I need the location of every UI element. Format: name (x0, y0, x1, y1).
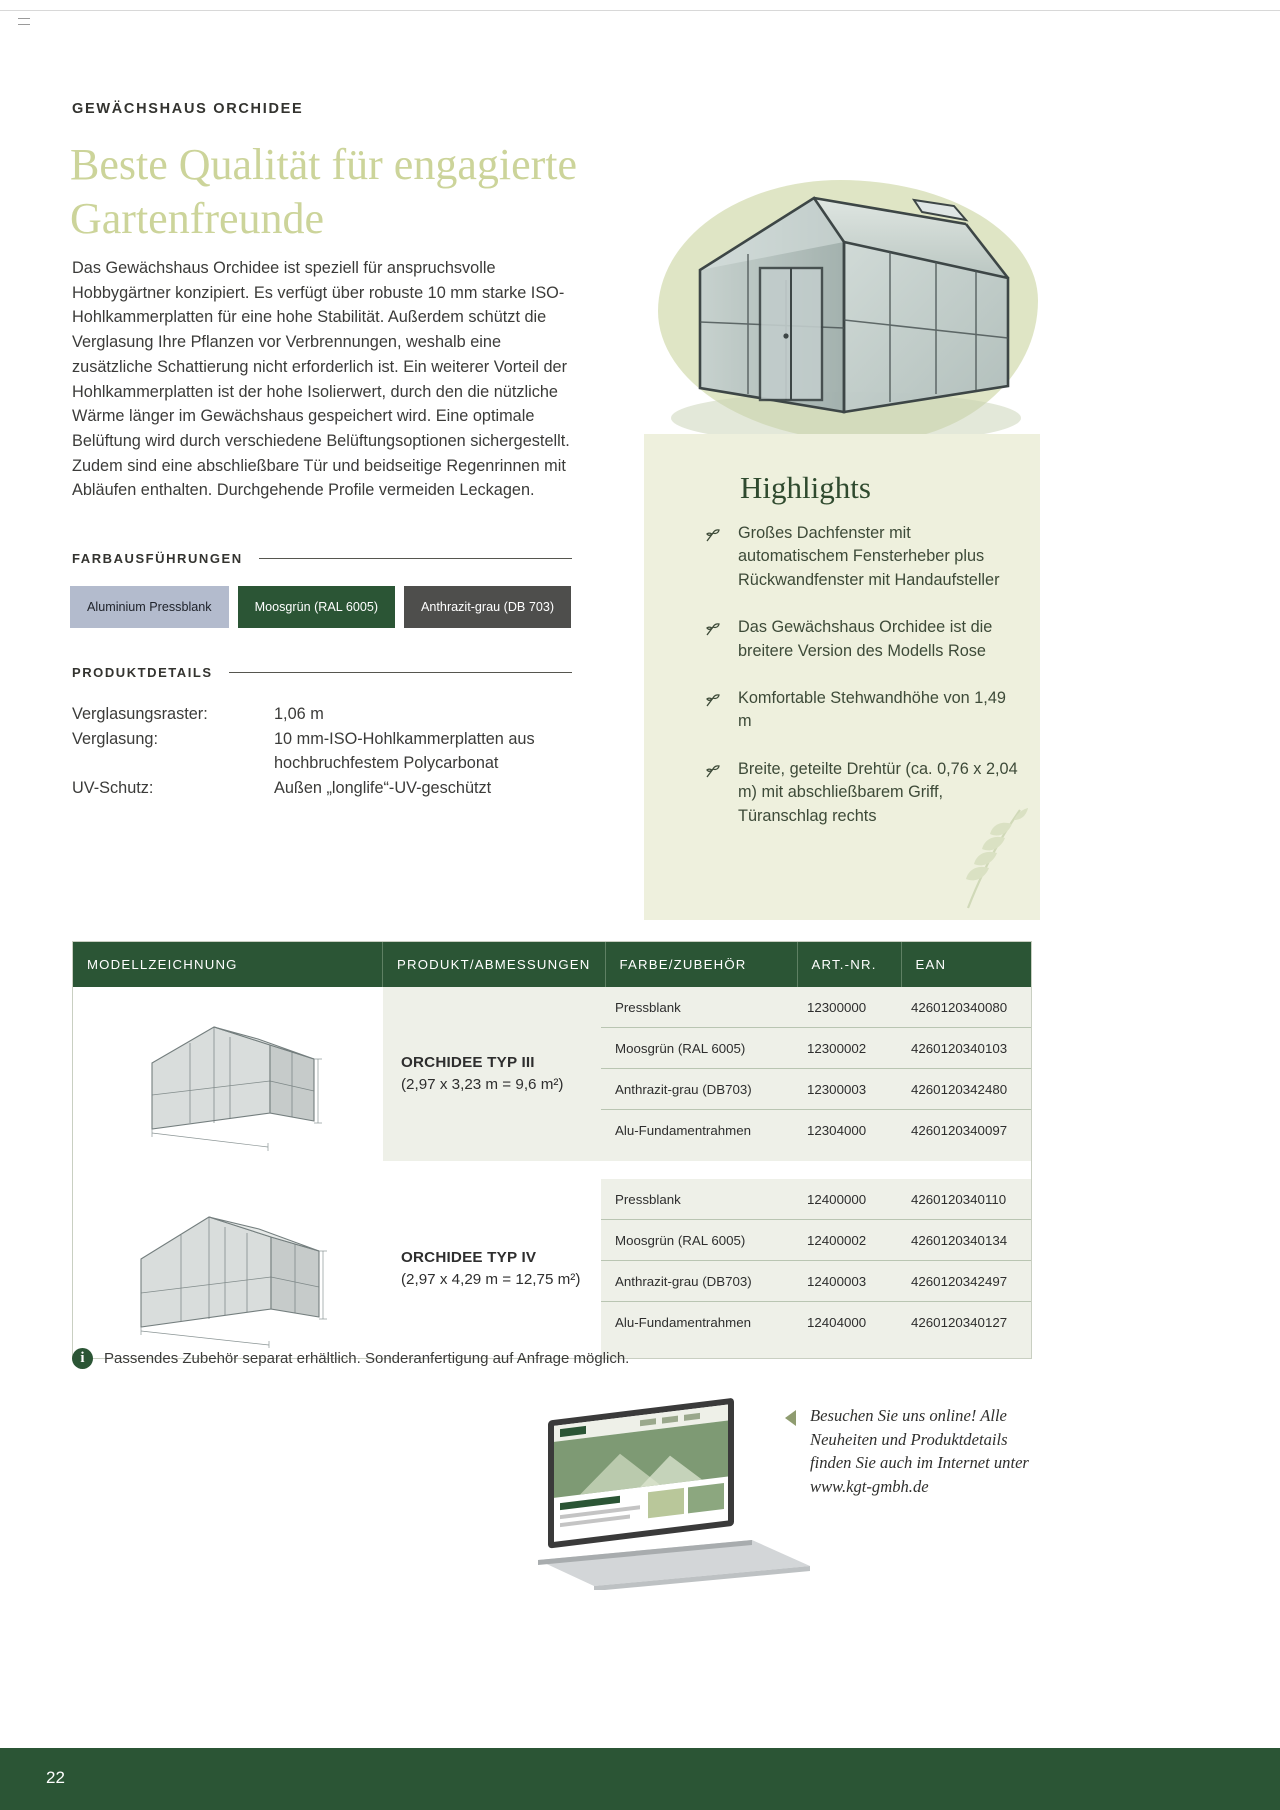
highlight-item (702, 616, 1022, 663)
cell-artnr: 12400003 (807, 1273, 867, 1289)
product-detail-key: Verglasungsraster: (72, 705, 208, 723)
greenhouse-line-drawing (118, 1001, 338, 1151)
product-name-cell-typ-iii (383, 987, 601, 1161)
highlights-panel (644, 434, 1040, 920)
table-row[interactable] (601, 1069, 1031, 1110)
cell-artnr: 12300002 (807, 1040, 867, 1056)
color-swatch-aluminium[interactable] (70, 586, 229, 628)
color-swatch-list (70, 586, 571, 628)
greenhouse-photo-illustration (636, 150, 1040, 470)
product-detail-row (72, 702, 592, 727)
table-row[interactable] (601, 987, 1031, 1028)
cell-farbe: Anthrazit-grau (DB703) (615, 1081, 752, 1097)
product-name: ORCHIDEE TYP III (401, 1054, 535, 1071)
table-row[interactable] (601, 1028, 1031, 1069)
product-detail-key: UV-Schutz: (72, 778, 154, 797)
info-icon: i (72, 1348, 93, 1369)
cell-farbe: Alu-Fundamentrahmen (615, 1123, 751, 1138)
highlight-text: Das Gewächshaus Orchidee ist die breitere Version des Modells Rose (738, 618, 993, 660)
cell-artnr: 12400000 (807, 1191, 867, 1207)
product-table (72, 941, 1032, 1359)
highlight-text: Großes Dachfenster mit automatischem Fensterheber plus Rückwandfenster mit Handaufsteller (738, 524, 1000, 589)
table-header-farbe: FARBE/ZUBEHÖR (606, 942, 798, 987)
cell-ean: 4260120340097 (911, 1123, 1008, 1138)
product-name: ORCHIDEE TYP IV (401, 1248, 537, 1266)
greenhouse-hero-image (636, 150, 1040, 470)
product-detail-value: Außen „longlife“-UV-geschützt (274, 778, 492, 797)
product-dimensions: (2,97 x 3,23 m = 9,6 m²) (401, 1076, 564, 1093)
fern-frond-decoration (942, 804, 1034, 914)
sprout-icon (702, 758, 722, 828)
sprout-icon (702, 522, 722, 592)
cell-ean: 4260120340127 (911, 1315, 1008, 1330)
intro-paragraph: Das Gewächshaus Orchidee ist speziell für anspruchsvolle Hobbygärtner konzipiert. Es verfügt über robuste 10 mm starke ISO-Hohlkammerplatten für eine hohe Stabilität. Außerdem schützt die Verglasung Ihre Pflanzen vor Verbrennungen, weshalb eine zusätzliche Schattierung nicht erforderlich ist. Ein weiterer Vorteil der Hohlkammerplatten ist der hohe Isolierwert, durch den die nützliche Wärme länger im Gewächshaus gespeichert wird. Eine optimale Belüftung wird durch verschiedene Belüftungsoptionen sichergestellt. Zudem sind eine abschließbare Tür und beidseitige Regenrinnen mit Abläufen enthalten. Durchgehende Profile vermeiden Leckagen. (72, 259, 570, 500)
table-row[interactable] (601, 1179, 1031, 1220)
accessory-note-text: Passendes Zubehör separat erhältlich. Sonderanfertigung auf Anfrage möglich. (104, 1350, 630, 1367)
cell-artnr: 12404000 (807, 1315, 867, 1330)
color-swatch-anthrazit[interactable] (404, 586, 571, 628)
footer-bar (0, 1748, 1280, 1810)
greenhouse-door (760, 268, 822, 400)
highlight-item (702, 687, 1022, 734)
page-eyebrow: GEWÄCHSHAUS ORCHIDEE (72, 101, 304, 117)
table-block-typ-iii (73, 987, 1031, 1161)
table-header-modellzeichnung: MODELLZEICHNUNG (73, 942, 383, 987)
sprout-icon (702, 616, 722, 663)
product-detail-value: 1,06 m (274, 705, 324, 723)
table-block-typ-iv (73, 1179, 1031, 1358)
table-block-spacer (73, 1161, 1031, 1179)
table-row[interactable] (601, 1110, 1031, 1151)
table-row[interactable] (601, 1220, 1031, 1261)
cell-farbe: Pressblank (615, 999, 681, 1015)
product-details-list (72, 702, 592, 800)
table-header-produkt: PRODUKT/ABMESSUNGEN (383, 942, 606, 987)
product-detail-value: 10 mm-ISO-Hohlkammerplatten aus hochbruchfestem Polycarbonat (274, 729, 535, 772)
laptop-illustration (520, 1390, 820, 1590)
colors-section-rule (259, 558, 572, 559)
table-header-artnr: ART.-NR. (798, 942, 902, 987)
colors-section-label (72, 551, 572, 566)
product-dimensions: (2,97 x 4,29 m = 12,75 m²) (401, 1270, 581, 1288)
top-rule (0, 10, 1280, 11)
cell-ean: 4260120342497 (911, 1273, 1008, 1289)
page-number: 22 (46, 1768, 65, 1787)
cell-farbe: Anthrazit-grau (DB703) (615, 1273, 752, 1289)
highlight-item (702, 522, 1022, 592)
sprout-icon (702, 687, 722, 734)
cell-ean: 4260120340134 (911, 1232, 1008, 1248)
variant-rows-typ-iv (601, 1179, 1031, 1358)
details-section-label-text: PRODUKTDETAILS (72, 665, 213, 680)
page-title: Beste Qualität für engagierte Gartenfreunde (70, 140, 578, 243)
details-section-rule (229, 672, 572, 673)
model-drawing-typ-iv (73, 1179, 383, 1358)
promo-text: Besuchen Sie uns online! Alle Neuheiten und Produktdetails finden Sie auch im Internet unter www.kgt-gmbh.de (810, 1406, 1029, 1496)
color-swatch-moosgruen[interactable] (238, 586, 395, 628)
details-section-label (72, 665, 572, 680)
table-header-row (73, 942, 1031, 987)
cell-farbe: Alu-Fundamentrahmen (615, 1315, 751, 1330)
greenhouse-line-drawing (113, 1193, 343, 1348)
color-swatch-label: Aluminium Pressblank (87, 600, 212, 614)
cell-farbe: Moosgrün (RAL 6005) (615, 1040, 746, 1056)
online-promo (520, 1390, 1040, 1640)
variant-rows-typ-iii (601, 987, 1031, 1161)
product-detail-row (72, 776, 592, 801)
highlight-text: Komfortable Stehwandhöhe von 1,49 m (738, 689, 1006, 731)
highlight-text: Breite, geteilte Drehtür (ca. 0,76 x 2,04 m) mit abschließbarem Griff, Türanschlag rechts (738, 759, 1018, 825)
cell-farbe: Pressblank (615, 1191, 681, 1207)
promo-arrow-icon (785, 1410, 796, 1426)
highlights-list (702, 522, 1022, 852)
model-drawing-typ-iii (73, 987, 383, 1161)
table-row[interactable] (601, 1261, 1031, 1302)
color-swatch-label: Anthrazit-grau (DB 703) (421, 600, 555, 614)
table-header-ean: EAN (915, 957, 947, 972)
cell-ean: 4260120342480 (911, 1081, 1008, 1097)
cell-artnr: 12300003 (807, 1081, 867, 1097)
cell-ean: 4260120340103 (911, 1040, 1008, 1056)
colors-section-label-text: FARBAUSFÜHRUNGEN (72, 551, 243, 566)
cell-artnr: 12304000 (807, 1123, 867, 1138)
accessory-note (72, 1348, 629, 1369)
product-detail-row (72, 727, 592, 776)
table-row[interactable] (601, 1302, 1031, 1343)
corner-registration-mark (18, 18, 30, 25)
product-detail-key: Verglasung: (72, 729, 158, 748)
highlights-title: Highlights (740, 470, 871, 505)
product-name-cell-typ-iv (383, 1179, 601, 1358)
cell-artnr: 12300000 (807, 999, 867, 1015)
cell-ean: 4260120340110 (911, 1191, 1007, 1207)
cell-artnr: 12400002 (807, 1232, 867, 1248)
cell-ean: 4260120340080 (911, 999, 1008, 1015)
color-swatch-label: Moosgrün (RAL 6005) (254, 600, 379, 614)
cell-farbe: Moosgrün (RAL 6005) (615, 1232, 746, 1248)
